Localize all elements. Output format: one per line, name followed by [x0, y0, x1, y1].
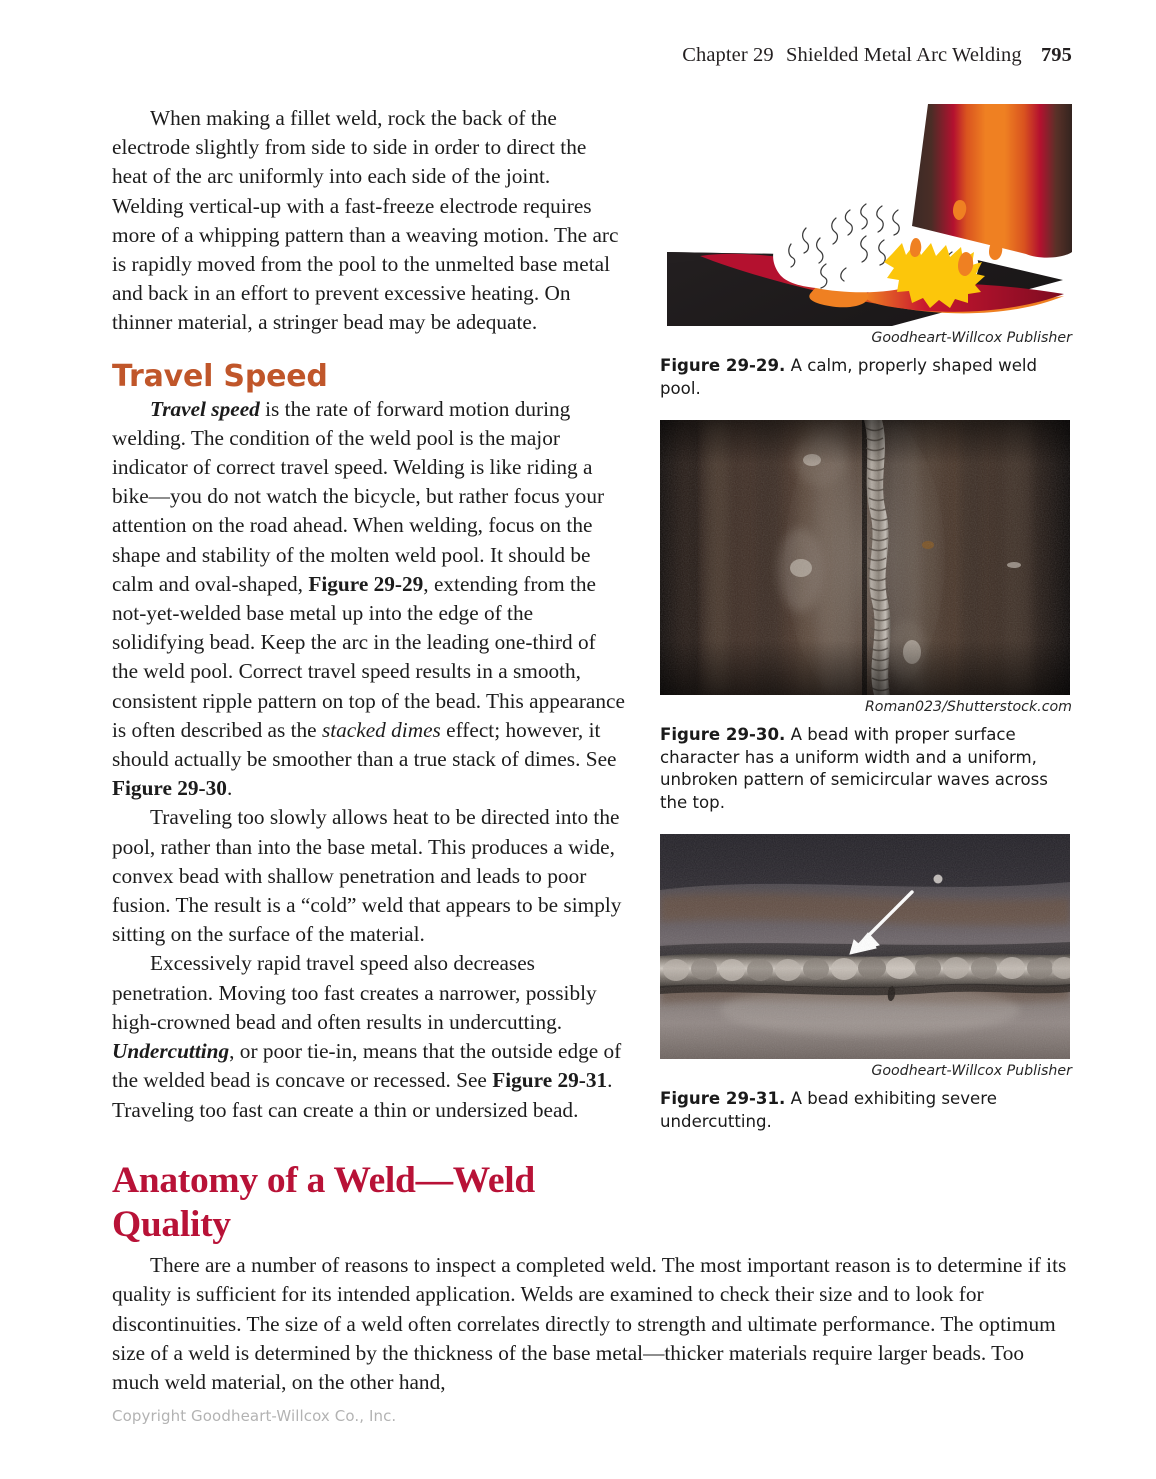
- figure-29-31-caption: [660, 1088, 1072, 1133]
- weld-pool-illustration: [660, 104, 1072, 326]
- page-body: [112, 104, 1072, 1395]
- figure-29-31-label: Figure 29-31.: [660, 1089, 786, 1109]
- heading-travel-speed: Travel Speed: [112, 358, 328, 394]
- vertical-weld-bead-photo: [660, 420, 1070, 695]
- paragraph-fillet-weld: When making a fillet weld, rock the back of the electrode slightly from side to side in order to direct the heat of the arc uniformly into each side of the joint. Welding vertical-up with a fast-freeze electrode requires more of a whipping pattern than a weaving motion. The arc is rapidly moved from the pool to the unmelted base metal and back in an effort to prevent excessive heating. On thinner material, a stringer bead may be adequate.: [112, 106, 619, 335]
- page-number: 795: [1040, 44, 1072, 66]
- figure-29-29-label: Figure 29-29.: [660, 356, 786, 376]
- figure-29-30: [660, 420, 1072, 814]
- figure-29-30-credit: Roman023/Shutterstock.com: [864, 699, 1072, 716]
- figure-29-29-caption-text: A calm, properly shaped weld pool.: [660, 356, 1038, 398]
- running-head: [682, 44, 1072, 67]
- paragraph-inspect-completed-weld: There are a number of reasons to inspect a completed weld. The most important reason is to determine if its quality is sufficient for its intended application. Welds are examined to check their size and to look for discontinuities. The size of a weld often correlates directly to strength and ultimate performance. The optimum size of a weld is determined by the thickness of the base metal—thicker materials require larger beads. Too much weld material, on the other hand,: [112, 1253, 1067, 1395]
- figure-29-30-caption: [660, 724, 1072, 814]
- figure-29-29-credit: Goodheart-Willcox Publisher: [871, 330, 1072, 346]
- paragraph-excessively-rapid: Excessively rapid travel speed also decreases penetration. Moving too fast creates a narrower, possibly high-crowned bead and often results in undercutting. Undercutting, or poor tie-in, means that the outside edge of the welded bead is concave or recessed. See Figure 29-31. Traveling too fast can create a thin or undersized bead.: [112, 951, 622, 1122]
- figure-29-29-caption: [660, 355, 1072, 400]
- figure-column: [660, 104, 1072, 1133]
- figure-29-31-credit: Goodheart-Willcox Publisher: [871, 1063, 1072, 1080]
- figure-29-31-photo: [660, 834, 1070, 1059]
- undercut-weld-bead-photo: [660, 834, 1070, 1059]
- figure-29-29: [660, 104, 1072, 400]
- figure-29-30-label: Figure 29-30.: [660, 725, 786, 745]
- figure-29-31-caption-text: A bead exhibiting severe undercutting.: [660, 1089, 997, 1131]
- heading-anatomy-of-a-weld: Anatomy of a Weld—Weld Quality: [112, 1159, 535, 1245]
- copyright-footer: Copyright Goodheart-Willcox Co., Inc.: [112, 1407, 397, 1425]
- figure-29-31: [660, 834, 1072, 1133]
- paragraph-travel-speed-definition: Travel speed is the rate of forward motion during welding. The condition of the weld pool is the major indicator of correct travel speed. Welding is like riding a bike—you do not watch the bicycle, but rather focus your attention on the road ahead. When welding, focus on the shape and stability of the molten weld pool. It should be calm and oval-shaped, Figure 29-29, extending from the not-yet-welded base metal up into the edge of the solidifying bead. Keep the arc in the leading one-third of the weld pool. Correct travel speed results in a smooth, consistent ripple pattern on top of the bead. This appearance is often described as the stacked dimes effect; however, it should actually be smoother than a true stack of dimes. See Figure 29-30.: [112, 396, 625, 801]
- paragraph-traveling-too-slowly: Traveling too slowly allows heat to be directed into the pool, rather than into the base metal. This produces a wide, convex bead with shallow penetration and leads to poor fusion. The result is a “cold” weld that appears to be simply sitting on the surface of the material.: [112, 805, 622, 947]
- running-head-chapter: Chapter 29: [682, 44, 774, 66]
- figure-29-30-photo: [660, 420, 1070, 695]
- running-head-title: Shielded Metal Arc Welding: [785, 44, 1022, 66]
- figure-29-30-caption-text: A bead with proper surface character has a uniform width and a uniform, unbroken pattern of semicircular waves across the top.: [660, 725, 1048, 812]
